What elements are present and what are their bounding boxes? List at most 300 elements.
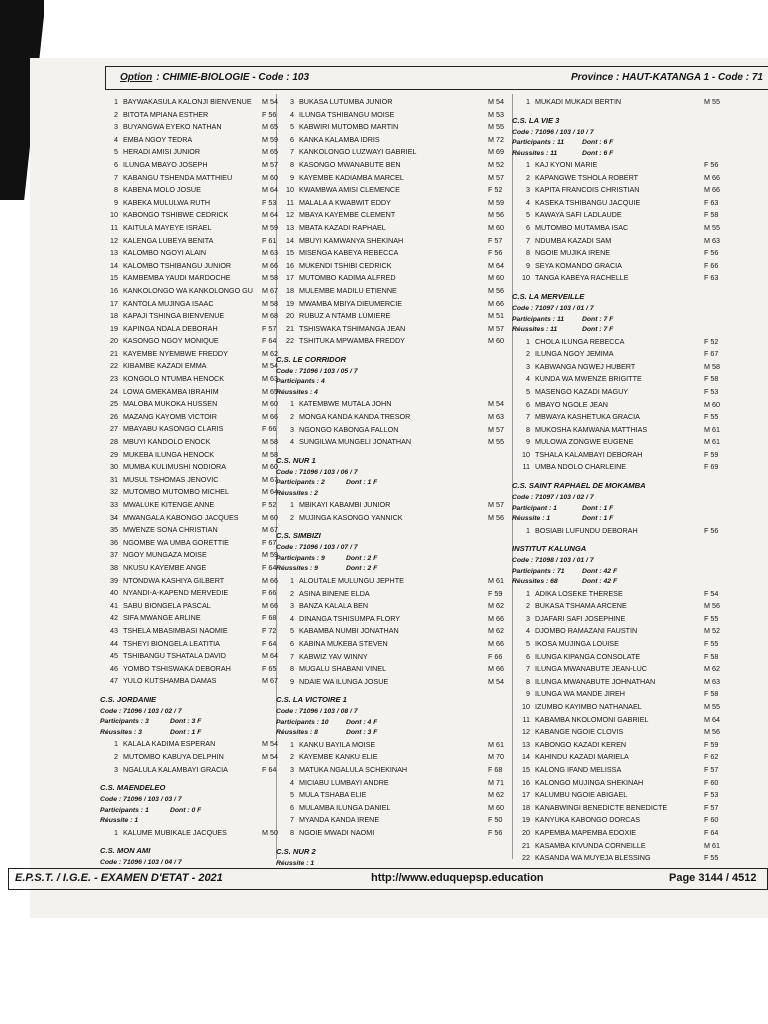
student-fullname: TSHEYI BIONGELA LEATITIA xyxy=(123,638,220,648)
student-list xyxy=(276,739,516,840)
gender-score: M 56 xyxy=(704,601,720,611)
gender-score: M 63 xyxy=(262,248,278,258)
student-fullname: ASINA BINENE ELDA xyxy=(299,588,370,598)
student-name xyxy=(276,285,397,298)
row-number: 28 xyxy=(110,437,118,447)
gender-score: M 55 xyxy=(488,122,504,132)
student-row xyxy=(512,336,762,349)
row-number: 7 xyxy=(290,147,294,157)
student-row xyxy=(276,613,516,626)
student-row xyxy=(100,323,280,336)
school-stat xyxy=(512,514,762,525)
row-number: 5 xyxy=(526,386,530,396)
student-row xyxy=(100,675,280,688)
row-number: 1 xyxy=(290,500,294,510)
page-number: Page 3144 / 4512 xyxy=(669,872,757,884)
stat-female: Dont : 4 F xyxy=(346,718,378,726)
stat-count: Participants : 2 xyxy=(276,479,325,487)
student-fullname: MICIABU LUMBAYI ANDRE xyxy=(299,777,389,787)
row-number: 10 xyxy=(522,702,530,711)
student-row xyxy=(100,121,280,134)
student-name xyxy=(512,638,619,651)
row-number: 34 xyxy=(110,512,118,522)
gender-score: F 67 xyxy=(704,349,719,359)
school-stat xyxy=(512,315,762,326)
stat-female: Dont : 6 F xyxy=(582,149,614,157)
student-row xyxy=(512,827,762,840)
student-row xyxy=(512,411,762,424)
student-row xyxy=(512,449,762,462)
student-fullname: MYANDA KANDA IRENE xyxy=(299,815,380,825)
gender-score: M 57 xyxy=(488,323,504,333)
row-number: 9 xyxy=(526,437,530,447)
row-number: 7 xyxy=(526,412,530,422)
student-name xyxy=(276,121,398,134)
student-name xyxy=(512,827,636,840)
stat-count: Participants : 4 xyxy=(276,378,325,386)
student-row xyxy=(100,486,280,499)
gender-score: M 62 xyxy=(488,790,504,800)
student-row xyxy=(276,588,516,601)
stat-female: Dont : 3 F xyxy=(170,718,202,726)
student-row xyxy=(276,512,516,525)
gender-score: M 67 xyxy=(262,474,278,484)
student-row xyxy=(100,260,280,273)
gender-score: F 53 xyxy=(704,386,719,396)
row-number: 4 xyxy=(526,197,530,207)
student-row xyxy=(100,499,280,512)
gender-score: F 72 xyxy=(262,625,277,635)
student-row xyxy=(100,587,280,600)
row-number: 10 xyxy=(110,210,118,220)
stat-count: Réussites : 2 xyxy=(276,489,318,497)
student-fullname: NDUMBA KAZADI SAM xyxy=(535,235,612,245)
student-row xyxy=(512,525,762,538)
student-name xyxy=(512,663,647,676)
stat-count: Réussite : 1 xyxy=(512,515,551,523)
school-code: Code : 71097 / 103 / 01 / 7 xyxy=(512,305,594,313)
student-fullname: UMBA NDOLO CHARLEINE xyxy=(535,462,627,472)
gender-score: M 60 xyxy=(262,399,278,409)
row-number: 8 xyxy=(290,827,294,837)
student-name xyxy=(512,247,610,260)
gender-score: F 58 xyxy=(704,689,719,699)
gender-score: M 68 xyxy=(262,311,278,321)
student-row xyxy=(512,588,762,601)
row-number: 20 xyxy=(110,336,118,346)
gender-score: M 55 xyxy=(704,702,720,711)
student-name xyxy=(100,222,212,235)
student-name xyxy=(100,575,224,588)
row-number: 21 xyxy=(110,348,118,358)
row-number: 17 xyxy=(522,790,530,800)
row-number: 37 xyxy=(110,550,118,560)
student-name xyxy=(100,260,231,273)
row-number: 19 xyxy=(522,815,530,825)
student-row xyxy=(512,814,762,827)
student-row xyxy=(100,612,280,625)
school-title: C.S. JORDANIE xyxy=(100,694,157,704)
gender-score: M 60 xyxy=(262,172,278,182)
stat-count: Participants : 11 xyxy=(512,315,565,323)
gender-score: M 71 xyxy=(488,777,504,787)
student-row xyxy=(100,827,280,840)
student-name xyxy=(512,361,635,374)
student-name xyxy=(100,827,227,840)
student-fullname: MUMBA KULIMUSHI NODIORA xyxy=(123,462,227,472)
row-number: 3 xyxy=(114,764,118,774)
student-name xyxy=(276,499,390,512)
gender-score: F 69 xyxy=(704,462,719,472)
option-line xyxy=(120,72,309,83)
student-row xyxy=(512,172,762,185)
student-fullname: MWENZE SONA CHRISTIAN xyxy=(123,525,218,535)
gender-score: M 55 xyxy=(704,97,720,106)
student-name xyxy=(512,336,624,349)
student-row xyxy=(512,197,762,210)
gender-score: M 60 xyxy=(488,273,504,283)
gender-score: M 56 xyxy=(488,512,504,522)
student-fullname: MULEMBE MADILU ETIENNE xyxy=(299,285,397,295)
row-number: 10 xyxy=(286,185,294,195)
student-fullname: SABU BIONGELA PASCAL xyxy=(123,600,211,610)
row-number: 1 xyxy=(114,97,118,106)
row-number: 9 xyxy=(526,689,530,699)
student-fullname: ALOUTALE MULUNGU JEPHTE xyxy=(299,575,404,585)
stat-female: Dont : 0 F xyxy=(170,806,202,814)
gender-score: F 55 xyxy=(704,412,719,422)
stat-female: Dont : 1 F xyxy=(346,479,378,487)
student-fullname: MALALA A KWABWIT EDDY xyxy=(299,197,391,207)
gender-score: F 56 xyxy=(704,248,719,258)
gender-score: M 57 xyxy=(488,500,504,510)
student-name xyxy=(512,688,625,701)
province-label: Province : HAUT-KATANGA 1 - Code : 71 xyxy=(570,72,763,83)
gender-score: F 50 xyxy=(488,815,503,825)
row-number: 1 xyxy=(526,336,530,346)
student-fullname: KANKOLONGO LUZWAYI GABRIEL xyxy=(299,147,417,157)
gender-score: M 54 xyxy=(488,97,504,106)
row-number: 22 xyxy=(522,853,530,863)
student-row xyxy=(100,600,280,613)
row-number: 4 xyxy=(290,109,294,119)
student-fullname: RUBUZ A NTAMB LUMIERE xyxy=(299,311,391,321)
row-number: 5 xyxy=(114,147,118,157)
gender-score: M 54 xyxy=(262,752,278,761)
row-number: 9 xyxy=(114,197,118,207)
row-number: 3 xyxy=(290,764,294,774)
student-name xyxy=(512,424,647,437)
student-row xyxy=(100,650,280,663)
row-number: 8 xyxy=(290,664,294,674)
student-name xyxy=(100,109,208,122)
row-number: 24 xyxy=(110,386,118,396)
student-name xyxy=(100,172,232,185)
student-fullname: BITOTA MPIANA ESTHER xyxy=(123,109,209,119)
row-number: 27 xyxy=(110,424,118,434)
student-name xyxy=(100,499,214,512)
row-number: 20 xyxy=(522,827,530,837)
student-row xyxy=(512,663,762,676)
student-row xyxy=(512,361,762,374)
student-fullname: KANKU BAYILA MOISE xyxy=(299,739,376,749)
student-fullname: ADIKA LOSEKE THERESE xyxy=(535,588,623,598)
student-name xyxy=(100,474,218,487)
option-value: : CHIMIE-BIOLOGIE - Code : 103 xyxy=(156,72,310,83)
student-row xyxy=(100,398,280,411)
exam-label: E.P.S.T. / I.G.E. - EXAMEN D'ETAT - 2021 xyxy=(15,872,223,884)
row-number: 5 xyxy=(526,639,530,649)
gender-score: M 52 xyxy=(488,159,504,169)
gender-score: M 58 xyxy=(262,437,278,447)
student-name xyxy=(512,525,638,538)
student-name xyxy=(100,159,208,172)
student-row xyxy=(276,272,516,285)
school-title: C.S. NUR 1 xyxy=(276,455,316,465)
school-stat xyxy=(100,717,280,728)
gender-score: F 59 xyxy=(488,588,503,598)
row-number: 9 xyxy=(290,676,294,686)
row-number: 38 xyxy=(110,562,118,572)
row-number: 15 xyxy=(110,273,118,283)
row-number: 4 xyxy=(290,777,294,787)
student-name xyxy=(276,134,380,147)
student-fullname: NGOMBE WA UMBA GORETTIE xyxy=(123,537,229,547)
row-number: 4 xyxy=(290,613,294,623)
student-fullname: KABEKA MULULWA RUTH xyxy=(123,197,211,207)
student-fullname: NGOIE MWADI NAOMI xyxy=(299,827,375,837)
row-number: 1 xyxy=(290,739,294,749)
student-fullname: KABONGO TSHIBWE CEDRICK xyxy=(123,210,229,220)
row-number: 6 xyxy=(526,651,530,661)
row-number: 2 xyxy=(290,752,294,762)
student-fullname: KANKOLONGO WA KANKOLONGO GU xyxy=(123,285,253,295)
row-number: 2 xyxy=(526,349,530,359)
student-name xyxy=(276,600,368,613)
row-number: 44 xyxy=(110,638,118,648)
student-fullname: MUKENDI TSHIBI CEDRICK xyxy=(299,260,392,270)
student-list xyxy=(512,159,762,285)
student-row xyxy=(276,298,516,311)
student-row xyxy=(100,197,280,210)
student-row xyxy=(512,399,762,412)
student-row xyxy=(512,714,762,727)
row-number: 17 xyxy=(286,273,294,283)
stat-count: Participants : 11 xyxy=(512,139,565,147)
gender-score: F 55 xyxy=(704,853,719,863)
student-row xyxy=(100,310,280,323)
row-number: 35 xyxy=(110,525,118,535)
stat-count: Réussite : 1 xyxy=(100,817,139,825)
student-row xyxy=(100,373,280,386)
row-number: 11 xyxy=(286,197,294,207)
row-number: 2 xyxy=(526,172,530,182)
school-stat xyxy=(100,728,280,739)
student-fullname: SIFA MWANGE ARLINE xyxy=(123,613,201,623)
row-number: 18 xyxy=(522,802,530,812)
student-fullname: SEYA KOMANDO GRACIA xyxy=(535,260,622,270)
student-fullname: MUKADI MUKADI BERTIN xyxy=(535,97,622,106)
website-url[interactable]: http://www.eduquepsp.education xyxy=(371,872,544,884)
student-name xyxy=(276,751,378,764)
student-name xyxy=(100,449,214,462)
student-row xyxy=(276,600,516,613)
student-name xyxy=(100,235,213,248)
row-number: 40 xyxy=(110,588,118,598)
stat-count: Réussites : 3 xyxy=(100,728,142,736)
student-name xyxy=(512,764,621,777)
student-row xyxy=(512,222,762,235)
student-row xyxy=(512,235,762,248)
student-fullname: DINANGA TSHISUMPA FLORY xyxy=(299,613,401,623)
stat-female: Dont : 6 F xyxy=(582,139,614,147)
student-fullname: KAJ KYONI MARIE xyxy=(535,160,598,170)
gender-score: M 51 xyxy=(488,311,504,321)
row-number: 1 xyxy=(526,160,530,170)
student-fullname: CHOLA ILUNGA REBECCA xyxy=(535,336,625,346)
student-list xyxy=(512,336,762,475)
student-fullname: KASAMBA KIVUNDA CORNEILLE xyxy=(535,840,646,850)
student-row xyxy=(100,524,280,537)
student-row xyxy=(512,638,762,651)
student-fullname: MAZANG KAYOMB VICTOIR xyxy=(123,411,217,421)
student-name xyxy=(100,423,223,436)
gender-score: M 59 xyxy=(262,222,278,232)
student-fullname: NGOIE MUJIKA IRENE xyxy=(535,248,611,258)
student-name xyxy=(100,663,231,676)
row-number: 5 xyxy=(290,626,294,636)
row-number: 11 xyxy=(110,222,118,232)
student-fullname: KASANDA WA MUYEJA BLESSING xyxy=(535,853,651,863)
student-fullname: KABWIZ YAV WINNY xyxy=(299,651,368,661)
school-la-vie xyxy=(512,115,762,285)
student-row xyxy=(512,272,762,285)
student-name xyxy=(512,625,637,638)
student-row xyxy=(512,840,762,853)
student-name xyxy=(512,235,611,248)
student-name xyxy=(276,663,386,676)
stat-female: Dont : 42 F xyxy=(582,567,618,575)
student-row xyxy=(276,310,516,323)
gender-score: F 54 xyxy=(704,588,719,598)
row-number: 6 xyxy=(290,638,294,648)
gender-score: F 61 xyxy=(262,235,277,245)
student-fullname: TSHITUKA MPWAMBA FREDDY xyxy=(299,336,405,346)
student-fullname: KALALA KADIMA ESPERAN xyxy=(123,739,216,749)
gender-score: F 60 xyxy=(704,815,719,825)
student-row xyxy=(276,436,516,449)
student-row xyxy=(512,260,762,273)
student-row xyxy=(100,386,280,399)
student-name xyxy=(100,764,228,777)
school-title: INSTITUT KALUNGA xyxy=(512,544,587,554)
student-row xyxy=(276,209,516,222)
student-fullname: MUSUL TSHOMAS JENOVIC xyxy=(123,474,219,484)
student-fullname: MUGALU SHABANI VINEL xyxy=(299,664,387,674)
gender-score: F 55 xyxy=(704,639,719,649)
student-fullname: LOWA GMEKAMBA IBRAHIM xyxy=(123,386,219,396)
school-stat xyxy=(276,718,516,729)
row-number: 45 xyxy=(110,651,118,661)
gender-score: M 60 xyxy=(262,512,278,522)
gender-score: M 59 xyxy=(262,550,278,560)
student-name xyxy=(276,424,398,437)
school-stat xyxy=(512,504,762,515)
student-fullname: KAPANGWE TSHOLA ROBERT xyxy=(535,172,639,182)
student-name xyxy=(276,789,366,802)
student-row xyxy=(100,209,280,222)
gender-score: F 62 xyxy=(704,752,719,762)
student-name xyxy=(100,310,224,323)
student-fullname: MULOWA ZONGWE EUGENE xyxy=(535,437,634,447)
student-row xyxy=(100,247,280,260)
student-row xyxy=(276,184,516,197)
student-row xyxy=(512,676,762,689)
student-row xyxy=(276,777,516,790)
student-fullname: KABAMBA NUMBI JONATHAN xyxy=(299,626,399,636)
school-title: C.S. MAENDELEO xyxy=(100,783,166,793)
student-fullname: NGALULA KALAMBAYI GRACIA xyxy=(123,764,228,774)
gender-score: F 53 xyxy=(704,790,719,800)
student-row xyxy=(276,260,516,273)
row-number: 3 xyxy=(290,97,294,106)
school-kalunga xyxy=(512,543,762,865)
student-fullname: MBAYABU KASONGO CLARIS xyxy=(123,424,224,434)
row-number: 5 xyxy=(290,122,294,132)
student-fullname: KASONGO MWANABUTE BEN xyxy=(299,159,401,169)
student-name xyxy=(512,197,640,210)
gender-score: M 61 xyxy=(704,424,720,434)
row-number: 12 xyxy=(286,210,294,220)
gender-score: F 64 xyxy=(262,764,277,774)
student-name xyxy=(276,436,411,449)
student-row xyxy=(100,159,280,172)
row-number: 9 xyxy=(526,260,530,270)
gender-score: F 68 xyxy=(488,764,503,774)
student-name xyxy=(276,613,400,626)
row-number: 30 xyxy=(110,462,118,472)
student-fullname: MUJINGA KASONGO YANNICK xyxy=(299,512,403,522)
student-row xyxy=(100,235,280,248)
student-fullname: KAITULA MAYEYE ISRAEL xyxy=(123,222,212,232)
student-row xyxy=(276,222,516,235)
student-fullname: BOSIABI LUFUNDU DEBORAH xyxy=(535,525,638,535)
student-name xyxy=(100,436,210,449)
student-name xyxy=(512,714,648,727)
gender-score: F 66 xyxy=(704,260,719,270)
student-fullname: MBAYO NGOLE JEAN xyxy=(535,399,608,409)
student-row xyxy=(100,298,280,311)
row-number: 29 xyxy=(110,449,118,459)
student-row xyxy=(276,323,516,336)
student-row xyxy=(100,449,280,462)
student-row xyxy=(276,235,516,248)
row-number: 21 xyxy=(522,840,530,850)
student-row xyxy=(512,209,762,222)
student-row xyxy=(512,688,762,701)
row-number: 1 xyxy=(114,739,118,749)
gender-score: M 57 xyxy=(262,159,278,169)
row-number: 31 xyxy=(110,474,118,484)
gender-score: M 60 xyxy=(488,336,504,346)
student-row xyxy=(512,739,762,752)
row-number: 15 xyxy=(286,248,294,258)
row-number: 1 xyxy=(114,827,118,837)
student-fullname: KABWIRI MUTOMBO MARTIN xyxy=(299,122,399,132)
row-number: 10 xyxy=(522,273,530,283)
row-number: 11 xyxy=(522,462,530,472)
student-name xyxy=(100,348,228,361)
